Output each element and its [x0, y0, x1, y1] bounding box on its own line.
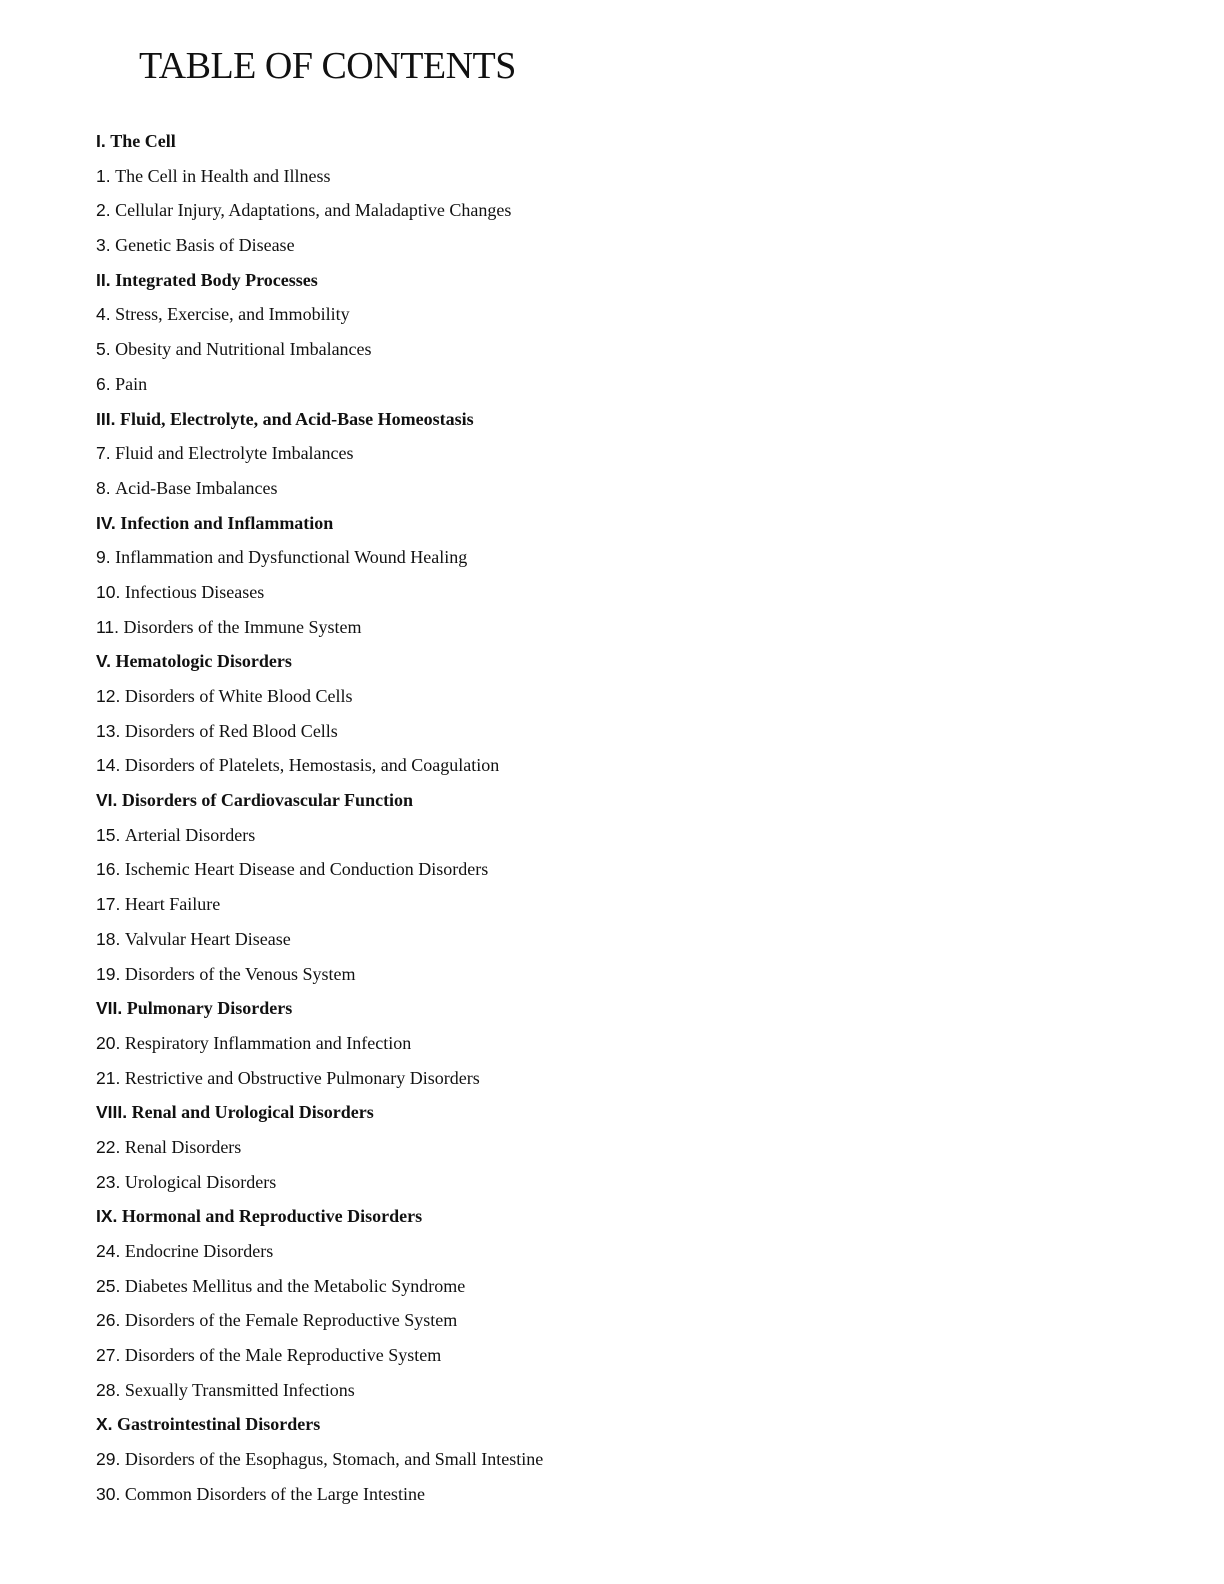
- chapter-title: Heart Failure: [124, 894, 221, 915]
- part-number: V.: [96, 651, 111, 672]
- chapter-number: 21.: [96, 1067, 121, 1088]
- chapter-title: Arterial Disorders: [124, 824, 256, 845]
- toc-part: [96, 506, 996, 541]
- toc-chapter: [96, 714, 996, 749]
- chapter-title: Restrictive and Obstructive Pulmonary Disorders: [124, 1067, 480, 1088]
- chapter-number: 16.: [96, 859, 121, 880]
- part-number: X.: [96, 1414, 113, 1435]
- part-number: VIII.: [96, 1102, 128, 1123]
- part-number: VII.: [96, 998, 123, 1019]
- toc-chapter: [96, 332, 996, 367]
- toc-part: [96, 402, 996, 437]
- chapter-title: Endocrine Disorders: [124, 1241, 274, 1261]
- part-number: IX.: [96, 1206, 118, 1227]
- chapter-title: Respiratory Inflammation and Infection: [124, 1032, 412, 1053]
- chapter-title: The Cell in Health and Illness: [115, 165, 331, 186]
- toc-chapter: [96, 922, 996, 957]
- chapter-number: 5.: [96, 339, 111, 360]
- toc-chapter: [96, 610, 996, 645]
- toc-chapter: [96, 1234, 996, 1269]
- chapter-title: Fluid and Electrolyte Imbalances: [115, 443, 354, 464]
- chapter-number: 8.: [96, 477, 111, 498]
- chapter-title: Common Disorders of the Large Intestine: [124, 1483, 425, 1504]
- toc-chapter: [96, 1373, 996, 1408]
- toc-part: [96, 991, 996, 1026]
- chapter-title: Diabetes Mellitus and the Metabolic Syndrome: [124, 1275, 466, 1296]
- chapter-title: Valvular Heart Disease: [124, 928, 291, 949]
- toc-part: [96, 263, 996, 298]
- chapter-title: Disorders of White Blood Cells: [124, 686, 353, 706]
- chapter-title: Ischemic Heart Disease and Conduction Disorders: [124, 859, 489, 880]
- chapter-number: 28.: [96, 1379, 121, 1400]
- chapter-number: 25.: [96, 1275, 121, 1296]
- toc-chapter: [96, 1165, 996, 1200]
- part-title: Fluid, Electrolyte, and Acid-Base Homeostasis: [119, 408, 474, 429]
- toc-chapter: [96, 887, 996, 922]
- part-title: Integrated Body Processes: [115, 269, 318, 290]
- chapter-title: Pain: [115, 373, 148, 394]
- chapter-number: 20.: [96, 1032, 121, 1053]
- toc-chapter: [96, 436, 996, 471]
- toc-chapter: [96, 852, 996, 887]
- part-title: Gastrointestinal Disorders: [117, 1414, 321, 1435]
- chapter-title: Disorders of the Esophagus, Stomach, and Small Intestine: [124, 1449, 544, 1470]
- part-number: III.: [96, 408, 116, 429]
- part-title: Hematologic Disorders: [115, 651, 292, 672]
- part-number: IV.: [96, 512, 116, 533]
- toc-part: [96, 1095, 996, 1130]
- chapter-number: 30.: [96, 1483, 121, 1504]
- toc-part: [96, 1199, 996, 1234]
- toc-chapter: [96, 228, 996, 263]
- chapter-number: 4.: [96, 304, 111, 325]
- part-number: I.: [96, 131, 106, 151]
- chapter-title: Stress, Exercise, and Immobility: [115, 304, 350, 325]
- toc-chapter: [96, 1061, 996, 1096]
- toc-chapter: [96, 367, 996, 402]
- chapter-title: Disorders of the Female Reproductive System: [124, 1310, 458, 1331]
- chapter-number: 26.: [96, 1310, 121, 1331]
- part-title: Renal and Urological Disorders: [131, 1102, 374, 1123]
- toc-chapter: [96, 1477, 996, 1512]
- chapter-number: 11.: [96, 616, 120, 637]
- chapter-number: 18.: [96, 928, 121, 949]
- toc-chapter: [96, 1269, 996, 1304]
- chapter-title: Genetic Basis of Disease: [115, 235, 295, 256]
- part-title: Disorders of Cardiovascular Function: [121, 790, 414, 811]
- part-title: Infection and Inflammation: [120, 512, 334, 533]
- chapter-number: 2.: [96, 200, 111, 221]
- chapter-title: Sexually Transmitted Infections: [124, 1379, 355, 1400]
- toc-chapter: [96, 1338, 996, 1373]
- chapter-number: 9.: [96, 547, 111, 568]
- toc-chapter: [96, 1303, 996, 1338]
- chapter-title: Infectious Diseases: [124, 581, 265, 602]
- chapter-number: 14.: [96, 755, 121, 776]
- toc-chapter: [96, 748, 996, 783]
- toc-part: [96, 783, 996, 818]
- part-title: The Cell: [110, 131, 176, 151]
- chapter-number: 10.: [96, 581, 121, 602]
- toc-chapter: [96, 1026, 996, 1061]
- toc-chapter: [96, 818, 996, 853]
- chapter-number: 15.: [96, 824, 121, 845]
- chapter-title: Obesity and Nutritional Imbalances: [115, 339, 372, 360]
- chapter-number: 27.: [96, 1345, 121, 1366]
- chapter-title: Renal Disorders: [124, 1136, 242, 1157]
- part-number: VI.: [96, 790, 118, 811]
- chapter-title: Cellular Injury, Adaptations, and Maladaptive Changes: [115, 200, 512, 221]
- chapter-number: 1.: [96, 165, 111, 186]
- chapter-number: 23.: [96, 1171, 121, 1192]
- toc-part: [96, 644, 996, 679]
- toc-part: [96, 124, 996, 159]
- chapter-number: 7.: [96, 443, 111, 464]
- chapter-number: 12.: [96, 686, 121, 706]
- toc-part: [96, 1407, 996, 1442]
- toc-chapter: [96, 159, 996, 194]
- toc-chapter: [96, 193, 996, 228]
- toc-chapter: [96, 1442, 996, 1477]
- toc-chapter: [96, 540, 996, 575]
- chapter-title: Disorders of the Male Reproductive System: [124, 1345, 442, 1366]
- toc-chapter: [96, 575, 996, 610]
- chapter-number: 3.: [96, 235, 111, 256]
- chapter-number: 6.: [96, 373, 111, 394]
- chapter-title: Urological Disorders: [124, 1171, 277, 1192]
- part-title: Pulmonary Disorders: [126, 998, 293, 1019]
- chapter-title: Disorders of the Venous System: [124, 963, 356, 984]
- page-title: TABLE OF CONTENTS: [139, 45, 516, 87]
- chapter-title: Disorders of Platelets, Hemostasis, and Coagulation: [124, 755, 500, 776]
- toc-chapter: [96, 957, 996, 992]
- part-title: Hormonal and Reproductive Disorders: [121, 1206, 423, 1227]
- chapter-number: 24.: [96, 1241, 121, 1261]
- chapter-number: 22.: [96, 1136, 121, 1157]
- toc-chapter: [96, 679, 996, 714]
- toc-chapter: [96, 297, 996, 332]
- table-of-contents: [96, 124, 996, 1512]
- chapter-title: Inflammation and Dysfunctional Wound Healing: [115, 547, 468, 568]
- chapter-title: Disorders of the Immune System: [123, 616, 362, 637]
- chapter-title: Acid-Base Imbalances: [115, 477, 278, 498]
- toc-chapter: [96, 471, 996, 506]
- chapter-number: 17.: [96, 894, 121, 915]
- chapter-title: Disorders of Red Blood Cells: [124, 720, 338, 741]
- chapter-number: 13.: [96, 720, 121, 741]
- part-number: II.: [96, 269, 111, 290]
- chapter-number: 19.: [96, 963, 121, 984]
- toc-chapter: [96, 1130, 996, 1165]
- chapter-number: 29.: [96, 1449, 121, 1470]
